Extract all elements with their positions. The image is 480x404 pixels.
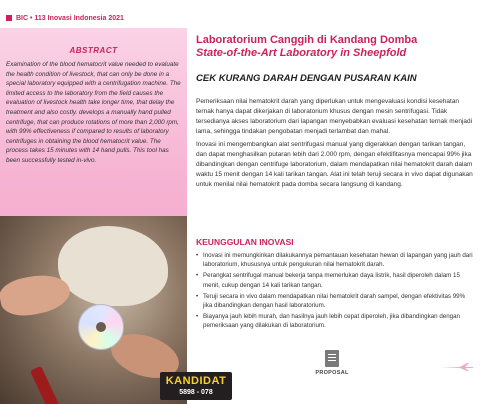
subtitle: CEK KURANG DARAH DENGAN PUSARAN KAIN xyxy=(196,73,417,84)
proposal-link[interactable] xyxy=(312,350,352,376)
description-paragraph-2: Inovasi ini mengembangkan alat sentrifugasi manual yang digerakkan dengan tarikan tangan, dan dapat menghasilkan putaran lebih dari 2.000 rpm, dengan efektifitasnya mencapai 99% jika dibandingkan dengan centrifuge laboratorium, dalam mendapatkan nilai hematokrit darah dalam waktu 15 menit dengan 14 kali tarikan tangan. Alat ini telah teruji secara in vivo dapat digunakan untuk menilai nilai hematokrit pada domba secara langsung di kandang. xyxy=(196,141,473,188)
header-label: BIC • 113 Inovasi Indonesia 2021 xyxy=(16,14,124,22)
centrifuge-disc-icon xyxy=(78,304,124,350)
abstract-panel xyxy=(0,28,187,404)
description xyxy=(196,97,476,193)
candidate-badge xyxy=(160,372,232,400)
airplane-icon xyxy=(440,362,474,372)
advantage-item: • Perangkat sentrifugal manual bekerja tanpa memerlukan daya listrik, hasil diperoleh dalam 15 menit, cukup dengan 14 kali tarikan tangan. xyxy=(196,271,476,289)
description-paragraph-1: Pemeriksaan nilai hematokrit darah yang diperlukan untuk mengevaluasi kondisi kesehatan ternak hanya dapat dikerjakan di laboratorium khusus dengan mesin sentrifugasi. Tidak tersedianya akses laboratorium dari lapangan menyebabkan evaluasi kesehatan ternak menjadi lama, sehingga tindakan pengobatan menjadi terlambat dan mahal. xyxy=(196,98,473,135)
badge-number: 5898 - 078 xyxy=(179,389,213,396)
page-header xyxy=(0,10,206,26)
document-icon xyxy=(325,350,339,367)
advantages-list xyxy=(196,251,476,333)
badge-label: KANDIDAT xyxy=(165,375,227,387)
proposal-label: PROPOSAL xyxy=(315,370,349,376)
goat-shape xyxy=(58,226,168,306)
advantage-item: • Teruji secara in vivo dalam mendapatkan nilai hematokrit darah sampel, dengan efektivitas 99% jika dibandingkan dengan hasil laboratorium. xyxy=(196,292,476,310)
header-square-icon xyxy=(6,15,12,21)
advantage-item: • Inovasi ini memungkinkan dilakukannya pemantauan kesehatan hewan di lapangan yang jauh dari laboratorium, khususnya untuk pengukuran nilai hematokrit darah. xyxy=(196,251,476,269)
blood-tube-shape xyxy=(30,366,62,404)
abstract-text: Examination of the blood hematocrit value needed to evaluate the health condition of livestock, that can only be done in a special laboratory equipped with a centrifugation machine. The limited access to the laboratory from the field causes the evaluation of livestock health take longer time, that delay the treatment and also costly. develops a manually hand pulled centrifuge, that can produce rotations of more than 2,000 rpm, with 99% effectiveness if compared to results of laboratory centrifuges in obtaining the blood hematocrit value. The process takes 15 minutes with 14 hand pulls. This tool has been successfully tested in-vivo. xyxy=(6,61,181,164)
advantage-item: • Biayanya jauh lebih murah, dan hasilnya jauh lebih cepat diperoleh, jika dibandingkan dengan pemeriksaan yang dilakukan di laboratorium. xyxy=(196,312,476,330)
innovation-photo xyxy=(0,216,187,404)
advantages-title: KEUNGGULAN INOVASI xyxy=(196,237,294,247)
abstract-title: ABSTRACT xyxy=(69,46,118,55)
title-english: State-of-the-Art Laboratory in Sheepfold xyxy=(196,47,407,59)
title-indonesian: Laboratorium Canggih di Kandang Domba xyxy=(196,34,418,46)
